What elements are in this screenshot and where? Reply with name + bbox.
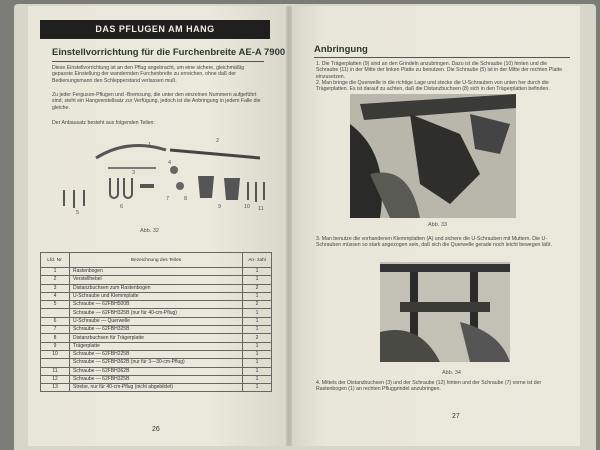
cell-desc: U-Schraube — Querwelle bbox=[70, 317, 243, 325]
col-header-num: Lfd. Nr. bbox=[41, 253, 70, 268]
table-row bbox=[41, 367, 272, 375]
cell-num: 13 bbox=[41, 384, 70, 392]
table-row bbox=[41, 375, 272, 383]
cell-qty: 2 bbox=[243, 284, 272, 292]
cell-desc: Schraube — 62FBH325B bbox=[70, 326, 243, 334]
cell-num bbox=[41, 309, 70, 317]
traegerplatte-part bbox=[224, 178, 240, 200]
table-row bbox=[41, 384, 272, 392]
cell-num: 7 bbox=[41, 326, 70, 334]
table-row bbox=[41, 317, 272, 325]
part-label: 7 bbox=[166, 196, 170, 202]
table-row bbox=[41, 268, 272, 276]
col-header-qty: An- zahl bbox=[243, 253, 272, 268]
intro-paragraph: Diese Einstellvorrichtung ist an den Pflug angebracht, um eine sichere, gleichmäßig gepasste Einstellung der wandernden Furchenbreite zu erreichen, ohne daß der Bedienungsmann den Schlepperstand verlassen muß. bbox=[52, 65, 245, 84]
cell-qty: 1 bbox=[243, 309, 272, 317]
book-gutter bbox=[286, 6, 292, 446]
cell-num: 5 bbox=[41, 301, 70, 309]
cell-num bbox=[41, 359, 70, 367]
cell-qty: 2 bbox=[243, 334, 272, 342]
u-bolt-part bbox=[110, 178, 118, 198]
cell-qty: 1 bbox=[243, 317, 272, 325]
photo-abb-34-image bbox=[380, 262, 510, 362]
cell-desc: Rastenbogen bbox=[70, 268, 243, 276]
parts-table-body bbox=[41, 268, 272, 392]
cell-num: 12 bbox=[41, 375, 70, 383]
part-label: 9 bbox=[218, 204, 222, 210]
step-3: 3. Man benutze die vorhandenen Klemmplatten (A) und sichere die U-Schrauben mit Muttern. Die U-Schrauben müssen so stark angezogen sein, daß sich die Querwelle gerade noch leicht bewegen läßt. bbox=[316, 236, 552, 249]
cell-desc: Schraube — 62FBH500B bbox=[70, 301, 243, 309]
table-row bbox=[41, 301, 272, 309]
cell-num: 1 bbox=[41, 268, 70, 276]
figure-caption: Abb. 32 bbox=[140, 228, 159, 234]
cell-desc: Strebe, nur für 40-cm-Pflug (nicht abgebildet) bbox=[70, 384, 243, 392]
cell-desc: Verstellhebel bbox=[70, 276, 243, 284]
caption-abb-34: Abb. 34 bbox=[442, 370, 461, 376]
caption-abb-33: Abb. 33 bbox=[428, 222, 447, 228]
cell-qty: 1 bbox=[243, 359, 272, 367]
cell-qty: 1 bbox=[243, 276, 272, 284]
part-label: 6 bbox=[120, 204, 124, 210]
cell-num: 4 bbox=[41, 292, 70, 300]
cell-qty: 1 bbox=[243, 292, 272, 300]
cell-qty: 2 bbox=[243, 301, 272, 309]
page-number-right: 27 bbox=[452, 413, 460, 420]
photo-abb-34 bbox=[380, 262, 510, 362]
traegerplatte-part bbox=[198, 176, 214, 198]
table-row bbox=[41, 276, 272, 284]
table-row bbox=[41, 309, 272, 317]
cell-qty: 1 bbox=[243, 268, 272, 276]
cell-num: 3 bbox=[41, 284, 70, 292]
section-title: Einstellvorrichtung für die Furchenbreite AE-A 7900 bbox=[52, 47, 286, 58]
cell-desc: Schraube — 62FBH225B bbox=[70, 350, 243, 358]
rastenbogen-part bbox=[96, 146, 166, 159]
clamp-plate-part bbox=[140, 184, 154, 188]
cell-qty: 1 bbox=[243, 384, 272, 392]
cell-num: 9 bbox=[41, 342, 70, 350]
section-title-right: Anbringung bbox=[314, 44, 368, 55]
parts-intro: Der Anbausatz besteht aus folgenden Teilen: bbox=[52, 120, 155, 126]
bushing-part bbox=[176, 182, 184, 190]
parts-illustration bbox=[48, 130, 268, 220]
photo-abb-33-image bbox=[350, 94, 516, 218]
page-header-bar: DAS PFLUGEN AM HANG bbox=[40, 20, 270, 39]
table-row bbox=[41, 326, 272, 334]
cell-num: 2 bbox=[41, 276, 70, 284]
cell-desc: Schraube — 62FBH362B (nur für 3—30-cm-Pflug) bbox=[70, 359, 243, 367]
table-row bbox=[41, 284, 272, 292]
cell-qty: 1 bbox=[243, 367, 272, 375]
table-row bbox=[41, 334, 272, 342]
cell-num: 11 bbox=[41, 367, 70, 375]
cell-qty: 1 bbox=[243, 342, 272, 350]
table-row bbox=[41, 342, 272, 350]
u-bolt-part bbox=[124, 178, 132, 198]
part-label: 4 bbox=[168, 160, 172, 166]
parts-figure bbox=[48, 130, 268, 220]
table-row bbox=[41, 359, 272, 367]
table-header-row bbox=[41, 253, 272, 268]
table-row bbox=[41, 350, 272, 358]
part-label: 1 bbox=[148, 142, 152, 148]
cell-num: 8 bbox=[41, 334, 70, 342]
cell-desc: Schraube — 62FBH362B bbox=[70, 367, 243, 375]
second-paragraph: Zu jeder Ferguson-Pflugen und -Bremsung, die unter den einzelnen Nummern aufgeführt sind, steht ein Hangverstellsatz zur Verfügung, jedoch ist die Anbringung in jedem Falle die gleiche. bbox=[52, 92, 261, 111]
cell-desc: Schraube — 62FBH325B (nur für 40-cm-Pflug) bbox=[70, 309, 243, 317]
table-row bbox=[41, 292, 272, 300]
cell-desc: Distanzbuchsen für Trägerplatte bbox=[70, 334, 243, 342]
cell-qty: 1 bbox=[243, 375, 272, 383]
part-label: 11 bbox=[258, 206, 264, 212]
cell-desc: Trägerplatte bbox=[70, 342, 243, 350]
step-2: 2. Man bringe die Querwelle in die richtige Lage und stecke die U-Schrauben von unten her durch die Trägerplatten. Es ist darauf zu achten, daß die Distanzbuchsen (8) sich in den Trägerplatten befinden. bbox=[316, 80, 550, 93]
cell-desc: U-Schraube und Klemmplatte bbox=[70, 292, 243, 300]
title-underline-right bbox=[314, 57, 570, 58]
cell-num: 10 bbox=[41, 350, 70, 358]
step-1: 1. Die Trägerplatten (9) sind an den Grindeln anzubringen. Dazu ist die Schraube (10) hinten und die Schraube (11) in der Mitte der linken Platte zu benutzen. Die Schraube (5) ist in der Mitte der rechten Platte einzusetzen. bbox=[316, 61, 563, 80]
cell-num: 6 bbox=[41, 317, 70, 325]
part-label: 10 bbox=[244, 204, 251, 210]
part-label: 2 bbox=[216, 138, 220, 144]
cell-desc: Distanzbuchsen zum Rastenbogen bbox=[70, 284, 243, 292]
title-underline bbox=[52, 61, 264, 62]
col-header-desc: Bezeichnung des Teiles bbox=[70, 253, 243, 268]
cell-qty: 1 bbox=[243, 326, 272, 334]
step-4: 4. Mittels der Distanzbuchsen (3) und der Schraube (12) hinten und der Schraube (7) vorne ist der Rastenbogen (1) an rechten Pfluggrindel anzubringen. bbox=[316, 380, 542, 393]
photo-abb-33 bbox=[350, 94, 516, 218]
parts-table bbox=[40, 252, 272, 392]
part-label: 5 bbox=[76, 210, 80, 216]
cell-qty: 1 bbox=[243, 350, 272, 358]
cell-desc: Schraube — 62FBH325B bbox=[70, 375, 243, 383]
page-number-left: 26 bbox=[152, 426, 160, 433]
part-label: 8 bbox=[184, 196, 188, 202]
verstellhebel-part bbox=[170, 150, 260, 158]
part-label: 3 bbox=[132, 170, 136, 176]
bushing-part bbox=[170, 166, 178, 174]
